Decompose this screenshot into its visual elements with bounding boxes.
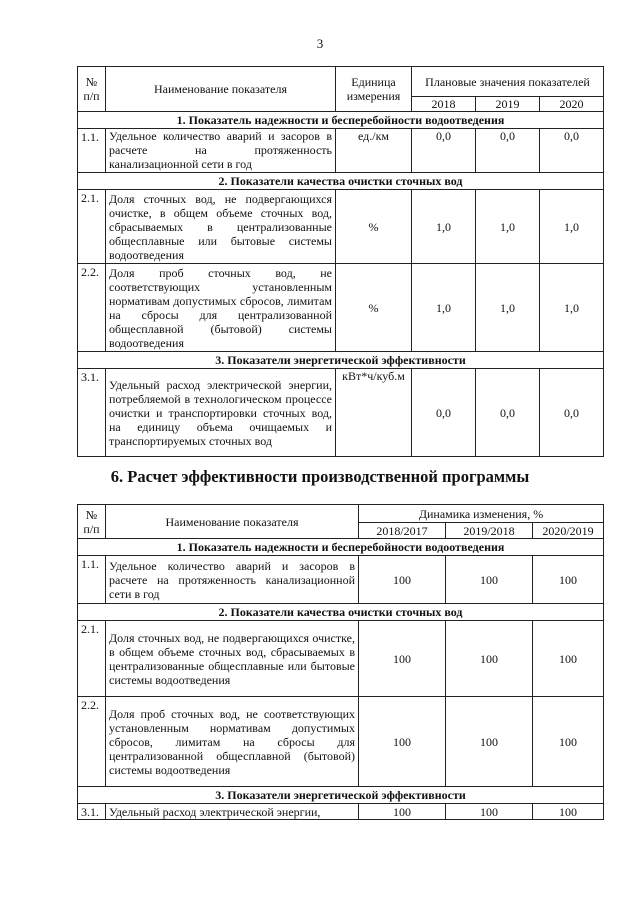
section-title: 2. Показатели качества очистки сточных вод xyxy=(78,173,604,190)
indicator-value: 1,0 xyxy=(476,264,540,352)
indicator-unit: % xyxy=(336,264,412,352)
indicator-name: Удельное количество аварий и засоров в расчете на протяженность канализационной сети в год xyxy=(106,129,336,173)
indicator-unit: кВт*ч/куб.м xyxy=(336,369,412,457)
row-number: 3.1. xyxy=(78,369,106,457)
row-number: 2.2. xyxy=(78,264,106,352)
indicator-value: 0,0 xyxy=(412,129,476,173)
change-value: 100 xyxy=(446,556,533,604)
section-title: 1. Показатель надежности и бесперебойности водоотведения xyxy=(78,112,604,129)
col-unit-header: Единица измерения xyxy=(336,67,412,112)
indicator-value: 1,0 xyxy=(540,190,604,264)
col-name-header: Наименование показателя xyxy=(106,67,336,112)
change-value: 100 xyxy=(359,556,446,604)
col-dynamics-header: Динамика изменения, % xyxy=(359,505,604,523)
row-number: 2.2. xyxy=(78,697,106,787)
indicator-value: 0,0 xyxy=(540,129,604,173)
change-value: 100 xyxy=(359,697,446,787)
section-6-heading: 6. Расчет эффективности производственной программы xyxy=(110,467,530,486)
section-title: 3. Показатели энергетической эффективности xyxy=(78,787,604,804)
indicator-value: 1,0 xyxy=(540,264,604,352)
change-value: 100 xyxy=(359,804,446,820)
section-title: 2. Показатели качества очистки сточных вод xyxy=(78,604,604,621)
indicator-name: Доля сточных вод, не подвергающихся очистке, в общем объеме сточных вод, сбрасываемых в централизованные общесплавные или бытовые системы водоотведения xyxy=(106,190,336,264)
col-num-header: № п/п xyxy=(78,67,106,112)
page-number: 3 xyxy=(316,36,324,51)
indicator-name: Доля проб сточных вод, не соответствующих установленным нормативам допустимых сбросов, лимитам на сбросы для централизованной общесплавной (бытовой) системы водоотведения xyxy=(106,264,336,352)
section-title: 3. Показатели энергетической эффективности xyxy=(78,352,604,369)
indicator-value: 0,0 xyxy=(476,129,540,173)
row-number: 3.1. xyxy=(78,804,106,820)
indicator-name: Доля сточных вод, не подвергающихся очистке, в общем объеме сточных вод, сбрасываемых в централизованные общесплавные или бытовые системы водоотведения xyxy=(106,621,359,697)
change-value: 100 xyxy=(533,697,604,787)
indicator-value: 1,0 xyxy=(476,190,540,264)
period-header: 2019/2018 xyxy=(446,523,533,539)
year-header: 2020 xyxy=(540,97,604,112)
indicator-value: 1,0 xyxy=(412,190,476,264)
year-header: 2019 xyxy=(476,97,540,112)
efficiency-table xyxy=(77,504,604,820)
indicator-unit: ед./км xyxy=(336,129,412,173)
change-value: 100 xyxy=(446,697,533,787)
row-number: 2.1. xyxy=(78,190,106,264)
change-value: 100 xyxy=(446,804,533,820)
period-header: 2018/2017 xyxy=(359,523,446,539)
indicator-unit: % xyxy=(336,190,412,264)
period-header: 2020/2019 xyxy=(533,523,604,539)
year-header: 2018 xyxy=(412,97,476,112)
col-num-header: № п/п xyxy=(78,505,106,539)
indicator-value: 0,0 xyxy=(476,369,540,457)
indicator-value: 1,0 xyxy=(412,264,476,352)
indicator-name: Доля проб сточных вод, не соответствующих установленным нормативам допустимых сбросов, лимитам на сбросы для централизованной общесплавной (бытовой) системы водоотведения xyxy=(106,697,359,787)
indicator-name: Удельное количество аварий и засоров в расчете на протяженность канализационной сети в год xyxy=(106,556,359,604)
row-number: 1.1. xyxy=(78,129,106,173)
section-title: 1. Показатель надежности и бесперебойности водоотведения xyxy=(78,539,604,556)
indicator-value: 0,0 xyxy=(540,369,604,457)
col-name-header: Наименование показателя xyxy=(106,505,359,539)
change-value: 100 xyxy=(446,621,533,697)
row-number: 1.1. xyxy=(78,556,106,604)
indicator-name: Удельный расход электрической энергии, xyxy=(106,804,359,820)
indicator-value: 0,0 xyxy=(412,369,476,457)
col-plan-header: Плановые значения показателей xyxy=(412,67,604,97)
change-value: 100 xyxy=(533,556,604,604)
plan-indicators-table xyxy=(77,66,604,457)
change-value: 100 xyxy=(533,804,604,820)
indicator-name: Удельный расход электрической энергии, потребляемой в технологическом процессе очистки и транспортировки сточных вод, на единицу объема очищаемых и транспортируемых сточных вод xyxy=(106,369,336,457)
change-value: 100 xyxy=(359,621,446,697)
row-number: 2.1. xyxy=(78,621,106,697)
change-value: 100 xyxy=(533,621,604,697)
